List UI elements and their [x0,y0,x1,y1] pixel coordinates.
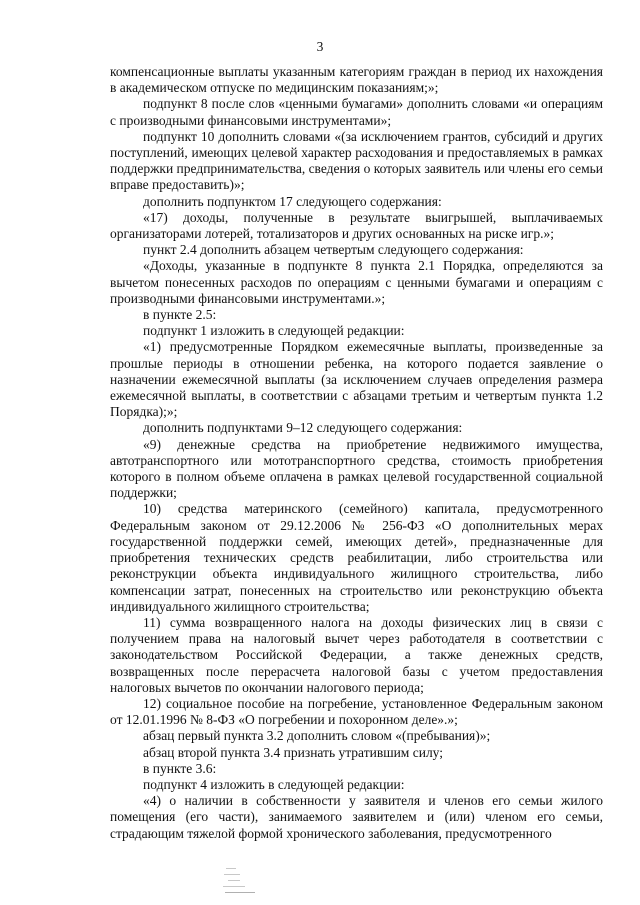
paragraph-item-2-4-text: «Доходы, указанные в подпункте 8 пункта 2.1 Порядка, определяются за вычетом понесенных расходов по операциям с ценными бумагами и операциям с производными финансовыми инструментами.»; [110,258,603,306]
paragraph-item-3-4: абзац второй пункта 3.4 признать утратившим силу; [143,744,444,760]
paragraph-subitem-1-text: «1) предусмотренные Порядком ежемесячные выплаты, произведенные за прошлые периоды в отношении ребенка, на которого подается заявление о назначении ежемесячной выплаты (за исключением случаев определения размера ежемесячной выплаты, в соответствии с абзацами третьим и четвертым пункта 1.2 Порядка);»; [110,339,603,420]
faint-stamp-mark [222,866,258,898]
paragraph-item-2-4: пункт 2.4 дополнить абзацем четвертым следующего содержания: [143,242,524,258]
paragraph-item-3-2: абзац первый пункта 3.2 дополнить словом «(пребывания)»; [143,728,491,744]
paragraph-subitem-9: «9) денежные средства на приобретение недвижимого имущества, автотранспортного или мототранспортного средства, стоимость приобретения которого в полном объеме оплачена в рамках целевой государственной социальной поддержки; [110,436,603,501]
paragraph-item-3-6: в пункте 3.6: [143,760,217,776]
paragraph-subitem-8: подпункт 8 после слов «ценными бумагами» дополнить словами «и операциям с производными финансовыми инструментами»; [110,96,603,128]
paragraph-item-2-5: в пункте 2.5: [143,307,217,323]
paragraph-subitem-4-text: «4) о наличии в собственности у заявителя и членов его семьи жилого помещения (его части), занимаемого заявителем и (или) членом его семьи, страдающим тяжелой формой хронического заболевания, предусмотренного [110,793,603,841]
paragraph-add-subitems-9-12: дополнить подпунктами 9–12 следующего содержания: [143,420,463,436]
paragraph-subitem-11: 11) сумма возвращенного налога на доходы физических лиц в связи с получением права на налоговый вычет через работодателя в соответствии с законодательством Российской Федерации, а также денежных средств, возвращенных после перерасчета налоговой базы с учетом предоставления налоговых вычетов по окончании налогового периода; [110,614,603,695]
paragraph-subitem-10: подпункт 10 дополнить словами «(за исключением грантов, субсидий и других поступлений, имеющих целевой характер расходования и предоставляемых в рамках поддержки предпринимательства, сведения о которых заявитель или члены его семьи вправе предоставить)»; [110,128,603,193]
paragraph-subitem-1-intro: подпункт 1 изложить в следующей редакции: [143,323,405,339]
paragraph-subitem-4-intro: подпункт 4 изложить в следующей редакции: [143,776,405,792]
paragraph-subitem-12: 12) социальное пособие на погребение, установленное Федеральным законом от 12.01.1996 № 8-ФЗ «О погребении и похоронном деле».»; [110,695,603,728]
paragraph-subitem-17-text: «17) доходы, полученные в результате выигрышей, выплачиваемых организаторами лотерей, тотализаторов и других основанных на риске игр.»; [110,209,603,242]
page-number: 3 [316,39,324,54]
paragraph-add-subitem-17: дополнить подпунктом 17 следующего содержания: [143,193,442,209]
paragraph-subitem-10-text: 10) средства материнского (семейного) капитала, предусмотренного Федеральным законом от 29.12.2006 № 256-ФЗ «О дополнительных мерах государственной поддержки семей, имеющих детей», предназначенные для приобретения технических средств реабилитации, либо строительства или реконструкции объекта индивидуального жилищного строительства, либо компенсации затрат, понесенных на строительство или реконструкцию объекта индивидуального жилищного строительства; [110,501,603,614]
paragraph-continuation: компенсационные выплаты указанным категориям граждан в период их нахождения в академическом отпуске по медицинским показаниям;»; [110,64,603,96]
document-body [110,64,603,842]
